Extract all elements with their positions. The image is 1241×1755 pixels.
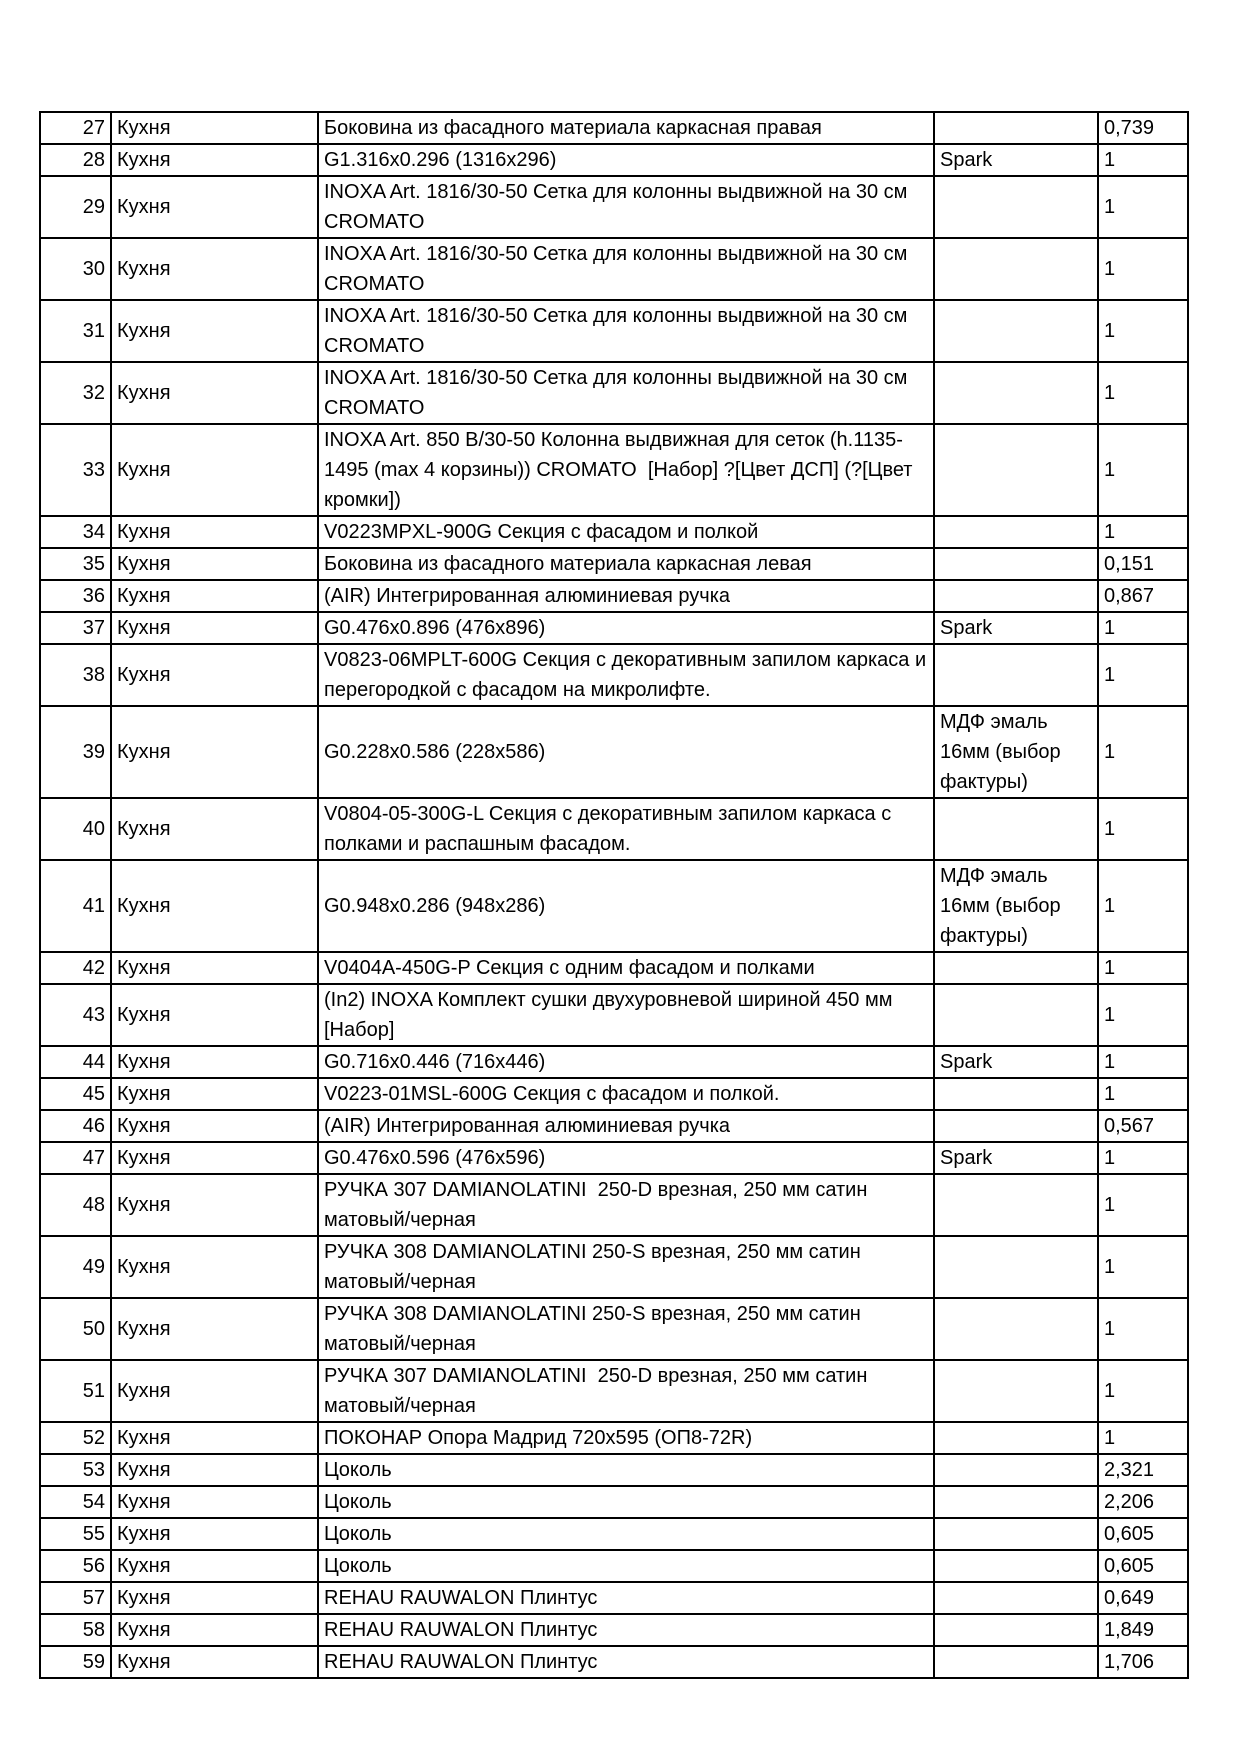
quantity-cell: 1	[1098, 1046, 1188, 1078]
row-number-cell: 59	[40, 1646, 111, 1678]
table-row	[40, 1646, 1188, 1678]
quantity-cell: 0,867	[1098, 580, 1188, 612]
description-cell: V0223MPXL-900G Секция с фасадом и полкой	[318, 516, 934, 548]
description-cell: ПОКОНАР Опора Мадрид 720x595 (ОП8-72R)	[318, 1422, 934, 1454]
material-cell	[934, 238, 1098, 300]
room-cell: Кухня	[111, 580, 318, 612]
quantity-cell: 1,706	[1098, 1646, 1188, 1678]
description-cell: (AIR) Интегрированная алюминиевая ручка	[318, 580, 934, 612]
row-number-cell: 34	[40, 516, 111, 548]
room-cell: Кухня	[111, 952, 318, 984]
row-number-cell: 40	[40, 798, 111, 860]
row-number-cell: 57	[40, 1582, 111, 1614]
material-cell	[934, 1174, 1098, 1236]
material-cell: МДФ эмаль 16мм (выбор фактуры)	[934, 860, 1098, 952]
description-cell: РУЧКА 307 DAMIANOLATINI 250-D врезная, 250 мм сатин матовый/черная	[318, 1360, 934, 1422]
table-row	[40, 580, 1188, 612]
table-row	[40, 1614, 1188, 1646]
material-cell	[934, 1298, 1098, 1360]
room-cell: Кухня	[111, 1142, 318, 1174]
quantity-cell: 1	[1098, 144, 1188, 176]
row-number-cell: 56	[40, 1550, 111, 1582]
room-cell: Кухня	[111, 798, 318, 860]
room-cell: Кухня	[111, 1454, 318, 1486]
material-cell	[934, 1110, 1098, 1142]
table-row	[40, 1174, 1188, 1236]
items-table-body	[40, 112, 1188, 1678]
material-cell	[934, 580, 1098, 612]
room-cell: Кухня	[111, 144, 318, 176]
description-cell: Цоколь	[318, 1454, 934, 1486]
room-cell: Кухня	[111, 300, 318, 362]
material-cell	[934, 1518, 1098, 1550]
row-number-cell: 41	[40, 860, 111, 952]
quantity-cell: 1	[1098, 424, 1188, 516]
room-cell: Кухня	[111, 1422, 318, 1454]
description-cell: REHAU RAUWALON Плинтус	[318, 1646, 934, 1678]
description-cell: INOXA Art. 850 B/30-50 Колонна выдвижная для сеток (h.1135-1495 (max 4 корзины)) CROMATO [Набор] ?[Цвет ДСП] (?[Цвет кромки])	[318, 424, 934, 516]
quantity-cell: 1	[1098, 300, 1188, 362]
row-number-cell: 51	[40, 1360, 111, 1422]
description-cell: INOXA Art. 1816/30-50 Сетка для колонны выдвижной на 30 см CROMATO	[318, 176, 934, 238]
description-cell: РУЧКА 308 DAMIANOLATINI 250-S врезная, 250 мм сатин матовый/черная	[318, 1298, 934, 1360]
quantity-cell: 1	[1098, 1078, 1188, 1110]
quantity-cell: 0,605	[1098, 1518, 1188, 1550]
row-number-cell: 43	[40, 984, 111, 1046]
description-cell: G0.476x0.896 (476x896)	[318, 612, 934, 644]
row-number-cell: 30	[40, 238, 111, 300]
quantity-cell: 1	[1098, 1142, 1188, 1174]
row-number-cell: 42	[40, 952, 111, 984]
room-cell: Кухня	[111, 516, 318, 548]
room-cell: Кухня	[111, 424, 318, 516]
row-number-cell: 47	[40, 1142, 111, 1174]
row-number-cell: 38	[40, 644, 111, 706]
description-cell: Боковина из фасадного материала каркасная правая	[318, 112, 934, 144]
row-number-cell: 48	[40, 1174, 111, 1236]
room-cell: Кухня	[111, 112, 318, 144]
table-row	[40, 112, 1188, 144]
description-cell: V0823-06MPLT-600G Секция с декоративным запилом каркаса и перегородкой с фасадом на микролифте.	[318, 644, 934, 706]
quantity-cell: 1	[1098, 176, 1188, 238]
row-number-cell: 28	[40, 144, 111, 176]
room-cell: Кухня	[111, 706, 318, 798]
quantity-cell: 1,849	[1098, 1614, 1188, 1646]
table-row	[40, 612, 1188, 644]
room-cell: Кухня	[111, 362, 318, 424]
row-number-cell: 45	[40, 1078, 111, 1110]
quantity-cell: 1	[1098, 798, 1188, 860]
material-cell	[934, 1486, 1098, 1518]
table-row	[40, 1236, 1188, 1298]
description-cell: Цоколь	[318, 1518, 934, 1550]
description-cell: INOXA Art. 1816/30-50 Сетка для колонны выдвижной на 30 см CROMATO	[318, 362, 934, 424]
room-cell: Кухня	[111, 1614, 318, 1646]
material-cell	[934, 798, 1098, 860]
material-cell	[934, 1360, 1098, 1422]
table-row	[40, 1454, 1188, 1486]
quantity-cell: 1	[1098, 984, 1188, 1046]
row-number-cell: 32	[40, 362, 111, 424]
row-number-cell: 50	[40, 1298, 111, 1360]
description-cell: V0223-01MSL-600G Секция с фасадом и полкой.	[318, 1078, 934, 1110]
table-row	[40, 238, 1188, 300]
material-cell	[934, 1550, 1098, 1582]
material-cell	[934, 176, 1098, 238]
table-row	[40, 362, 1188, 424]
quantity-cell: 1	[1098, 644, 1188, 706]
table-row	[40, 1046, 1188, 1078]
table-row	[40, 176, 1188, 238]
description-cell: (In2) INOXA Комплект сушки двухуровневой шириной 450 мм [Набор]	[318, 984, 934, 1046]
table-row	[40, 1142, 1188, 1174]
material-cell	[934, 1582, 1098, 1614]
room-cell: Кухня	[111, 1298, 318, 1360]
row-number-cell: 54	[40, 1486, 111, 1518]
quantity-cell: 1	[1098, 612, 1188, 644]
quantity-cell: 0,605	[1098, 1550, 1188, 1582]
material-cell	[934, 548, 1098, 580]
row-number-cell: 27	[40, 112, 111, 144]
room-cell: Кухня	[111, 176, 318, 238]
material-cell	[934, 1236, 1098, 1298]
room-cell: Кухня	[111, 984, 318, 1046]
description-cell: REHAU RAUWALON Плинтус	[318, 1614, 934, 1646]
table-row	[40, 644, 1188, 706]
table-row	[40, 1422, 1188, 1454]
table-row	[40, 1518, 1188, 1550]
description-cell: INOXA Art. 1816/30-50 Сетка для колонны выдвижной на 30 см CROMATO	[318, 238, 934, 300]
row-number-cell: 53	[40, 1454, 111, 1486]
quantity-cell: 0,739	[1098, 112, 1188, 144]
quantity-cell: 2,206	[1098, 1486, 1188, 1518]
quantity-cell: 1	[1098, 952, 1188, 984]
description-cell: Цоколь	[318, 1550, 934, 1582]
row-number-cell: 52	[40, 1422, 111, 1454]
table-row	[40, 860, 1188, 952]
table-row	[40, 798, 1188, 860]
description-cell: V0404A-450G-P Секция с одним фасадом и полками	[318, 952, 934, 984]
room-cell: Кухня	[111, 238, 318, 300]
material-cell	[934, 1078, 1098, 1110]
description-cell: REHAU RAUWALON Плинтус	[318, 1582, 934, 1614]
row-number-cell: 55	[40, 1518, 111, 1550]
table-row	[40, 300, 1188, 362]
material-cell	[934, 424, 1098, 516]
row-number-cell: 46	[40, 1110, 111, 1142]
quantity-cell: 1	[1098, 516, 1188, 548]
description-cell: G0.476x0.596 (476x596)	[318, 1142, 934, 1174]
quantity-cell: 1	[1098, 238, 1188, 300]
items-table	[39, 111, 1189, 1679]
material-cell: Spark	[934, 612, 1098, 644]
table-row	[40, 1360, 1188, 1422]
description-cell: (AIR) Интегрированная алюминиевая ручка	[318, 1110, 934, 1142]
material-cell: Spark	[934, 1142, 1098, 1174]
room-cell: Кухня	[111, 1582, 318, 1614]
material-cell: Spark	[934, 1046, 1098, 1078]
row-number-cell: 39	[40, 706, 111, 798]
quantity-cell: 1	[1098, 1174, 1188, 1236]
room-cell: Кухня	[111, 1236, 318, 1298]
description-cell: G1.316x0.296 (1316x296)	[318, 144, 934, 176]
row-number-cell: 37	[40, 612, 111, 644]
room-cell: Кухня	[111, 1174, 318, 1236]
row-number-cell: 49	[40, 1236, 111, 1298]
table-row	[40, 548, 1188, 580]
material-cell	[934, 1454, 1098, 1486]
material-cell	[934, 1646, 1098, 1678]
row-number-cell: 36	[40, 580, 111, 612]
material-cell: МДФ эмаль 16мм (выбор фактуры)	[934, 706, 1098, 798]
row-number-cell: 35	[40, 548, 111, 580]
quantity-cell: 1	[1098, 1298, 1188, 1360]
quantity-cell: 1	[1098, 706, 1188, 798]
quantity-cell: 2,321	[1098, 1454, 1188, 1486]
material-cell	[934, 516, 1098, 548]
table-row	[40, 1110, 1188, 1142]
quantity-cell: 1	[1098, 1360, 1188, 1422]
row-number-cell: 58	[40, 1614, 111, 1646]
description-cell: РУЧКА 308 DAMIANOLATINI 250-S врезная, 250 мм сатин матовый/черная	[318, 1236, 934, 1298]
room-cell: Кухня	[111, 860, 318, 952]
material-cell	[934, 112, 1098, 144]
room-cell: Кухня	[111, 1518, 318, 1550]
description-cell: РУЧКА 307 DAMIANOLATINI 250-D врезная, 250 мм сатин матовый/черная	[318, 1174, 934, 1236]
quantity-cell: 1	[1098, 860, 1188, 952]
description-cell: Цоколь	[318, 1486, 934, 1518]
room-cell: Кухня	[111, 1078, 318, 1110]
room-cell: Кухня	[111, 1646, 318, 1678]
description-cell: G0.716x0.446 (716x446)	[318, 1046, 934, 1078]
room-cell: Кухня	[111, 1110, 318, 1142]
table-row	[40, 144, 1188, 176]
description-cell: V0804-05-300G-L Секция с декоративным запилом каркаса с полками и распашным фасадом.	[318, 798, 934, 860]
row-number-cell: 33	[40, 424, 111, 516]
room-cell: Кухня	[111, 612, 318, 644]
table-row	[40, 424, 1188, 516]
material-cell	[934, 984, 1098, 1046]
material-cell	[934, 300, 1098, 362]
table-row	[40, 952, 1188, 984]
material-cell: Spark	[934, 144, 1098, 176]
material-cell	[934, 362, 1098, 424]
row-number-cell: 44	[40, 1046, 111, 1078]
table-row	[40, 984, 1188, 1046]
quantity-cell: 1	[1098, 1422, 1188, 1454]
description-cell: G0.228x0.586 (228x586)	[318, 706, 934, 798]
table-row	[40, 1078, 1188, 1110]
room-cell: Кухня	[111, 1550, 318, 1582]
description-cell: Боковина из фасадного материала каркасная левая	[318, 548, 934, 580]
description-cell: INOXA Art. 1816/30-50 Сетка для колонны выдвижной на 30 см CROMATO	[318, 300, 934, 362]
room-cell: Кухня	[111, 644, 318, 706]
table-row	[40, 1582, 1188, 1614]
room-cell: Кухня	[111, 1360, 318, 1422]
row-number-cell: 29	[40, 176, 111, 238]
material-cell	[934, 1422, 1098, 1454]
row-number-cell: 31	[40, 300, 111, 362]
description-cell: G0.948x0.286 (948x286)	[318, 860, 934, 952]
table-row	[40, 1298, 1188, 1360]
material-cell	[934, 644, 1098, 706]
quantity-cell: 0,567	[1098, 1110, 1188, 1142]
material-cell	[934, 1614, 1098, 1646]
quantity-cell: 0,151	[1098, 548, 1188, 580]
quantity-cell: 0,649	[1098, 1582, 1188, 1614]
quantity-cell: 1	[1098, 362, 1188, 424]
room-cell: Кухня	[111, 1046, 318, 1078]
room-cell: Кухня	[111, 548, 318, 580]
quantity-cell: 1	[1098, 1236, 1188, 1298]
material-cell	[934, 952, 1098, 984]
table-row	[40, 516, 1188, 548]
table-row	[40, 1550, 1188, 1582]
room-cell: Кухня	[111, 1486, 318, 1518]
table-row	[40, 1486, 1188, 1518]
table-row	[40, 706, 1188, 798]
